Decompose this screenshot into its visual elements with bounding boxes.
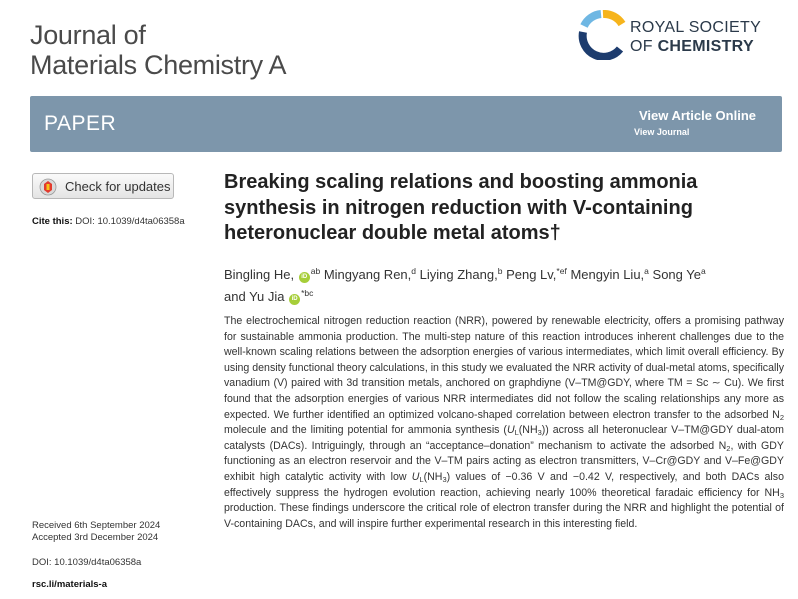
author-affiliation: *ef [556,266,567,276]
abstract-subscript: 3 [779,490,784,500]
abstract-text: molecule and the limiting potential for ammonia synthesis ( [224,424,507,437]
author-affiliation: a [644,266,649,276]
rsc-logo[interactable] [578,10,788,70]
accepted-date: Accepted 3rd December 2024 [32,532,159,543]
author-7[interactable] [224,289,313,304]
rsc-wordmark-bold: CHEMISTRY [657,38,754,55]
cite-label: Cite this: [32,216,73,227]
abstract-text: production. These findings underscore the critical role of electron transfer during the NRR and highlight the potential of V-containing DACs, and will inspire further experimental research in this interesting field. [224,502,784,530]
author-1[interactable] [224,267,320,282]
author-5[interactable] [570,267,648,282]
author-name: Mengyin Liu, [570,267,645,282]
orcid-icon[interactable]: iD [289,294,300,305]
rsc-emblem-icon [578,10,628,60]
check-for-updates-button[interactable] [32,173,174,199]
orcid-icon[interactable]: iD [299,272,310,283]
crossmark-icon [39,178,57,196]
rsc-wordmark [630,18,761,56]
abstract-subscript: 2 [726,443,731,453]
abstract-text: (NH [423,470,443,483]
abstract-subscript: 3 [442,474,447,484]
author-name: Liying Zhang, [419,267,498,282]
cite-this [32,216,185,227]
abstract-italic: U [411,470,420,483]
abstract-text: , with GDY functioning as an electron reservoir and the V–TM pairs acting as electron transmitters, V–Cr@GDY and V–Fe@GDY exhibit high catalytic activity with low [224,439,784,483]
author-list [224,262,784,306]
abstract-subscript: L [514,428,519,438]
abstract-text: ) values of −0.36 V and −0.42 V, respectively, and both DACs also effectively suppress the hydrogen evolution reaction, achieving nearly 100% theoretical faradaic efficiency for NH [224,470,784,499]
abstract-subscript: 3 [537,428,542,438]
abstract-subscript: L [419,474,424,484]
footer-doi[interactable]: DOI: 10.1039/d4ta06358a [32,557,142,568]
view-journal-link[interactable]: View Journal [634,127,690,137]
author-4[interactable] [506,267,567,282]
article-title: Breaking scaling relations and boosting ammonia synthesis in nitrogen reduction with V-containing heteronuclear double metal atoms† [224,171,698,244]
author-affiliation: a [700,266,706,276]
journal-title [30,20,286,80]
article-dates [32,520,160,544]
author-name: and Yu Jia [224,289,285,304]
rsc-wordmark-line2 [630,37,761,56]
paper-banner [30,96,782,152]
abstract-text: The electrochemical nitrogen reduction reaction (NRR), powered by renewable electricity, offers a promising pathway for sustainable ammonia production. The multi-step nature of this reaction introduces inherent challenges due to the well-known scaling relations between the adsorption energies of various intermediates, which limit overall efficiency. By using density functional theory calculations, in this study we evaluated the NRR activity of dual-metal atoms, specifically vanadium (V) paired with 3d transition metals, anchored on graphdiyne (V–TM@GDY, where TM = Sc ∼ Cu). We first found that the adsorption energies of various NRR intermediates did not follow the scaling relationships any more as expected. We further identified an optimized volcano-shaped correlation between electron transfer to the adsorbed N [224,315,784,421]
received-date: Received 6th September 2024 [32,520,161,531]
author-name: Song Ye [652,267,701,282]
journal-site-link[interactable]: rsc.li/materials-a [32,579,107,590]
rsc-wordmark-prefix: OF [630,38,658,55]
article-type-label: PAPER [44,112,117,135]
author-2[interactable] [324,267,416,282]
author-affiliation: d [411,266,417,276]
view-article-online-link[interactable]: View Article Online [638,108,756,123]
author-name: Mingyang Ren, [323,267,412,282]
abstract-text: (NH [518,424,538,437]
author-name: Bingling He, [224,267,295,282]
abstract-subscript: 2 [779,412,784,422]
abstract [224,314,784,532]
check-for-updates-label: Check for updates [65,179,171,194]
author-6[interactable] [653,267,706,282]
rsc-wordmark-line1: ROYAL SOCIETY [630,19,762,36]
cite-doi[interactable]: DOI: 10.1039/d4ta06358a [75,216,185,227]
author-name: Peng Lv, [506,267,557,282]
journal-title-line1: Journal of [30,20,146,50]
author-affiliation: *bc [301,288,314,298]
author-3[interactable] [420,267,503,282]
abstract-text: )) across all heteronuclear V–TM@GDY dual-atom catalysts (DACs). Intriguingly, through an “acceptance–donation” mechanism to activate the adsorbed N [224,424,784,452]
abstract-italic: U [506,424,515,437]
journal-title-line2: Materials Chemistry A [30,50,287,80]
author-affiliation: b [497,266,503,276]
author-affiliation: ab [310,266,321,276]
